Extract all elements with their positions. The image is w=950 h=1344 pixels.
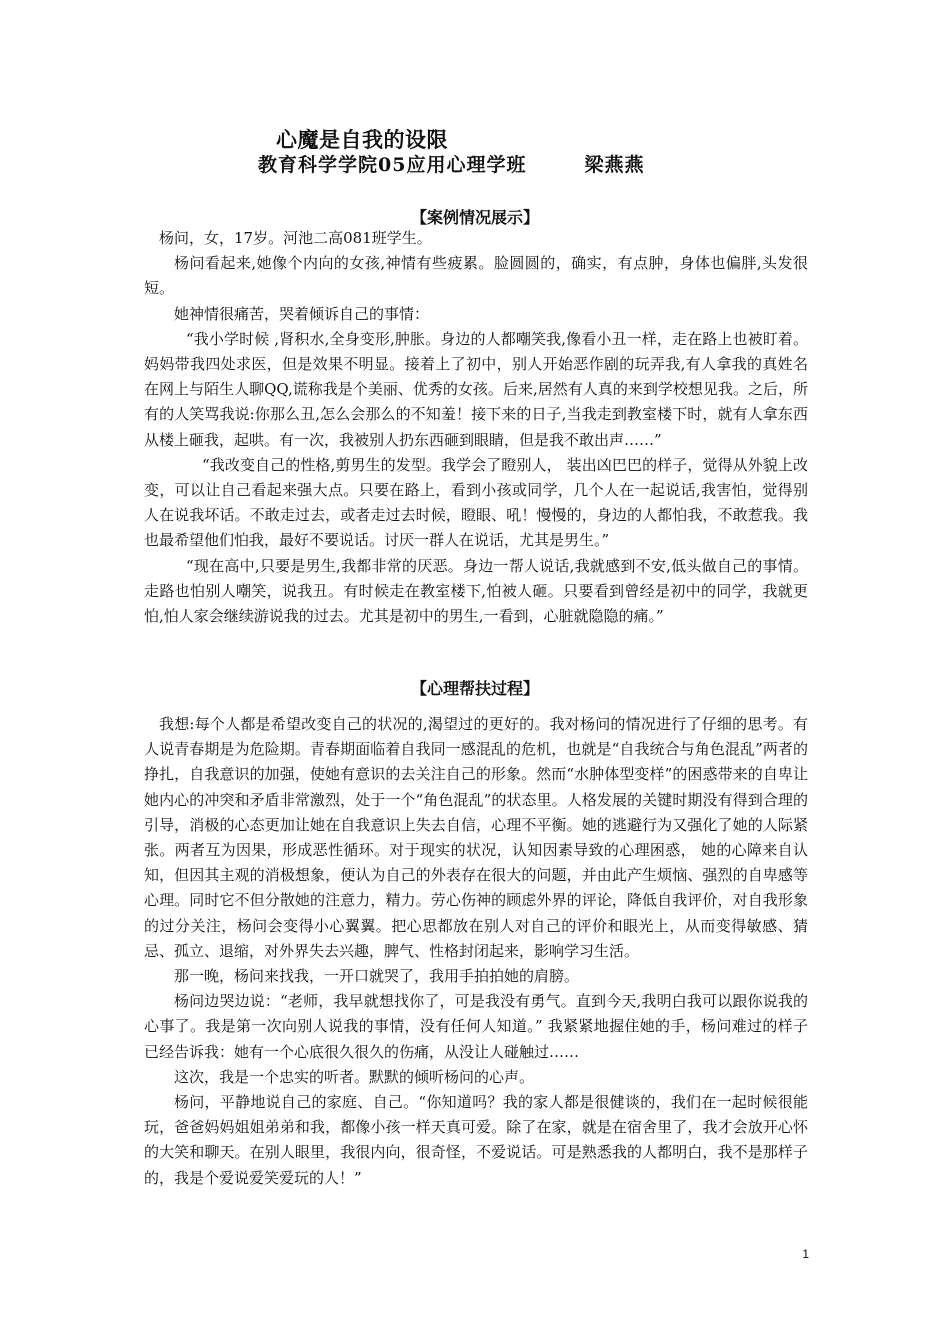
paragraph: 那一晚，杨问来找我，一开口就哭了，我用手拍拍她的肩膀。 [174,967,580,986]
author-affiliation: 教育科学学院05应用心理学班 [258,154,527,176]
paragraph: 杨问，平静地说自己的家庭、自己。“你知道吗？我的家人都是很健谈的，我们在一起时候很能玩，爸爸妈妈姐姐弟弟和我，都像小孩一样天真可爱。除了在家，就是在宿舍里了，我才会放开心怀的大笑和聊天。在别人眼里，我很内向，很奇怪，不爱说话。可是熟悉我的人都明白，我不是那样子的，我是个爱说爱笑爱玩的人！” [144,1093,808,1187]
case-description [144,226,808,629]
paragraph: “现在高中,只要是男生,我都非常的厌恶。身边一帮人说话,我就感到不安,低头做自己的事情。走路也怕别人嘲笑，说我丑。有时候走在教室楼下,怕被人砸。只要看到曾经是初中的同学，我就更怕,怕人家会继续游说我的过去。尤其是初中的男生,一看到，心脏就隐隐的痛。” [144,556,808,626]
paragraph: 杨问看起来,她像个内向的女孩,神情有些疲累。脸圆圆的，确实，有点肿，身体也偏胖,头发很短。 [144,254,808,298]
document-subtitle [258,150,644,177]
section-heading-process: 【心理帮扶过程】 [410,679,539,698]
paragraph: 她神情很痛苦，哭着倾诉自己的事情： [174,304,430,323]
paragraph: 我想:每个人都是希望改变自己的状况的,渴望过的更好的。我对杨问的情况进行了仔细的思考。有人说青春期是为危险期。青春期面临着自我同一感混乱的危机，也就是“自我统合与角色混乱”两者的挣扎，自我意识的加强，使她有意识的去关注自己的形象。然而“水肿体型变样”的困惑带来的自卑让她内心的冲突和矛盾非常激烈，处于一个“角色混乱”的状态里。人格发展的关键时期没有得到合理的引导，消极的心态更加让她在自我意识上失去自信，心理不平衡。她的逃避行为又强化了她的人际紧张。两者互为因果，形成恶性循环。对于现实的状况，认知因素导致的心理困惑， 她的心障来自认知，但因其主观的消极想象，便认为自己的外表存在很大的问题，并由此产生烦恼、强烈的自卑感等心理。同时它不但分散她的注意力，精力。劳心伤神的顾虑外界的评论，降低自我评价，对自我形象的过分关注，杨问会变得小心翼翼。把心思都放在别人对自己的评价和眼光上，从而变得敏感、猜忌、孤立、退缩，对外界失去兴趣，脾气、性格封闭起来，影响学习生活。 [144,715,808,960]
paragraph: “我小学时候 ,肾积水,全身变形,肿胀。身边的人都嘲笑我,像看小丑一样，走在路上也被盯着。妈妈带我四处求医，但是效果不明显。接着上了初中，别人开始恶作剧的玩弄我,有人拿我的真姓名在网上与陌生人聊QQ,谎称我是个美丽、优秀的女孩。后来,居然有人真的来到学校想见我。之后，所有的人笑骂我说:你那么丑,怎么会那么的不知羞！接下来的日子,当我走到教室楼下时，就有人拿东西从楼上砸我，起哄。有一次，我被别人扔东西砸到眼睛，但是我不敢出声……” [144,329,808,449]
page-number: 1 [802,1247,809,1261]
paragraph: 这次，我是一个忠实的听者。默默的倾听杨问的心声。 [174,1067,535,1086]
document-title: 心魔是自我的设限 [276,128,448,152]
paragraph: 杨问，女，17岁。河池二高081班学生。 [159,229,432,247]
paragraph: 杨问边哭边说：“老师，我早就想找你了，可是我没有勇气。直到今天,我明白我可以跟你说我的心事了。我是第一次向别人说我的事情，没有任何人知道。” 我紧紧地握住她的手，杨问难过的样子已经告诉我：她有一个心底很久很久的伤痛，从没让人碰触过…… [144,992,808,1061]
paragraph: “我改变自己的性格,剪男生的发型。我学会了瞪别人， 装出凶巴巴的样子，觉得从外貌上改变，可以让自己看起来强大点。只要在路上，看到小孩或同学，几个人在一起说话,我害怕，觉得别人在说我坏话。不敢走过去，或者走过去时候，瞪眼、吼！慢慢的，身边的人都怕我，不敢惹我。我也最希望他们怕我，最好不要说话。讨厌一群人在说话，尤其是男生。” [144,455,808,550]
counseling-process [144,712,808,1191]
author-name: 梁燕燕 [584,154,645,176]
section-heading-case: 【案例情况展示】 [410,208,539,227]
